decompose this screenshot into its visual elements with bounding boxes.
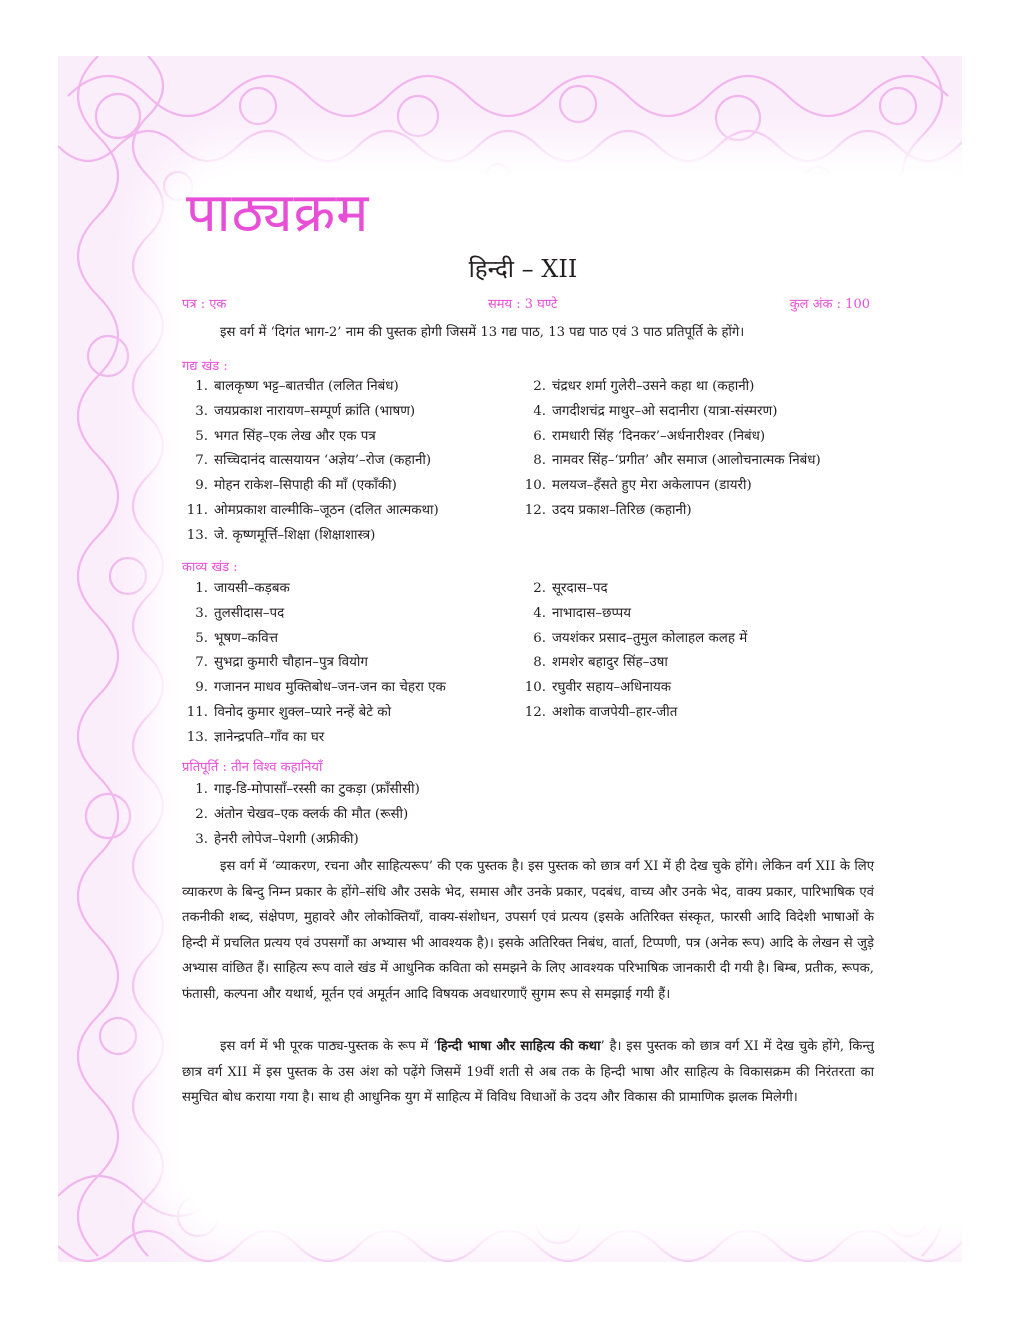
- item-text: अंतोन चेखव–एक क्लर्क की मौत (रूसी): [214, 806, 409, 822]
- item-number: 5.: [195, 428, 208, 444]
- list-item: [520, 627, 747, 652]
- item-text: विनोद कुमार शुक्ल–प्यारे नन्हें बेटे को: [214, 704, 392, 720]
- list-item: [520, 400, 821, 425]
- item-text: मलयज–हँसते हुए मेरा अकेलापन (डायरी): [552, 478, 752, 494]
- item-number: 6.: [533, 630, 546, 646]
- item-number: 5.: [195, 630, 208, 646]
- item-text: सूरदास–पद: [552, 581, 608, 596]
- intro-text: इस वर्ग में ‘दिगंत भाग-2’ नाम की पुस्तक होगी जिसमें 13 गद्य पाठ, 13 पद्य पाठ एवं 3 पाठ प्रतिपूर्ति के होंगे।: [220, 325, 745, 340]
- pratipurti-list: [182, 778, 420, 852]
- list-item: [182, 524, 439, 549]
- list-item: [520, 449, 821, 474]
- item-text: मोहन राकेश–सिपाही की माँ (एकाँकी): [214, 478, 397, 494]
- item-text: बालकृष्ण भट्ट–बातचीत (ललित निबंध): [214, 379, 399, 394]
- item-text: रघुवीर सहाय–अधिनायक: [552, 680, 672, 696]
- item-text: तुलसीदास–पद: [214, 605, 285, 621]
- item-text: चंद्रधर शर्मा गुलेरी–उसने कहा था (कहानी): [552, 379, 755, 394]
- subject-heading: हिन्दी – XII: [468, 255, 578, 283]
- time-info: समय : 3 घण्टे: [488, 297, 558, 312]
- p2-end: ’ है। इस पुस्तक को छात्र वर्ग XI में देख चुके होंगे, किन्तु छात्र वर्ग XII में इस पुस्तक के उस अंश को पढ़ेंगे जिसमें 19वीं शती से अब तक के हिन्दी भाषा और साहित्य के विकासक्रम की निरंतरता का समुचित बोध कराया गया है। साथ ही आधुनिक युग में साहित्य में विविध विधाओं के उदय और विकास की प्रामाणिक झलक मिलेगी।: [182, 1039, 874, 1106]
- item-text: नामवर सिंह–‘प्रगीत’ और समाज (आलोचनात्मक निबंध): [552, 453, 821, 469]
- list-item: [182, 499, 439, 524]
- list-item: [182, 828, 420, 853]
- item-text: गाइ-डि-मोपासाँ–रस्सी का टुकड़ा (फ्राँसीसी): [214, 782, 420, 797]
- item-number: 11.: [186, 502, 208, 518]
- item-number: 2.: [533, 379, 546, 394]
- pratipurti-heading: प्रतिपूर्ति : तीन विश्व कहानियाँ: [182, 760, 323, 775]
- item-number: 13.: [186, 729, 208, 745]
- page-title: पाठ्यक्रम: [186, 181, 370, 244]
- item-number: 8.: [533, 655, 546, 671]
- gadya-list-right: [520, 375, 821, 524]
- item-text: जयप्रकाश नारायण–सम्पूर्ण क्रांति (भाषण): [214, 403, 416, 419]
- marks-info: कुल अंक : 100: [789, 297, 870, 312]
- item-number: 2.: [195, 806, 208, 822]
- item-number: 3.: [195, 831, 208, 847]
- list-item: [182, 726, 446, 751]
- item-text: उदय प्रकाश–तिरिछ (कहानी): [552, 502, 692, 518]
- item-text: जायसी–कड़बक: [214, 581, 290, 596]
- list-item: [182, 651, 446, 676]
- item-text: ज्ञानेन्द्रपति–गाँव का घर: [214, 729, 325, 745]
- kavya-heading: काव्य खंड :: [182, 560, 238, 575]
- list-item: [520, 425, 821, 450]
- list-item: [182, 449, 439, 474]
- item-number: 11.: [186, 704, 208, 720]
- paragraph-supplementary: [182, 1034, 874, 1111]
- item-text: गजानन माधव मुक्तिबोध–जन-जन का चेहरा एक: [214, 680, 446, 696]
- item-text: जयशंकर प्रसाद–तुमुल कोलाहल कलह में: [552, 630, 748, 646]
- item-number: 1.: [195, 782, 208, 797]
- paper-info: पत्र : एक: [182, 297, 227, 312]
- item-number: 12.: [524, 502, 546, 518]
- item-text: भगत सिंह–एक लेख और एक पत्र: [214, 428, 376, 444]
- kavya-list-left: [182, 577, 446, 751]
- item-text: नाभादास–छप्पय: [552, 605, 631, 621]
- item-text: सुभद्रा कुमारी चौहान–पुत्र वियोग: [214, 655, 368, 671]
- list-item: [520, 676, 747, 701]
- list-item: [182, 400, 439, 425]
- item-text: जगदीशचंद्र माथुर–ओ सदानीरा (यात्रा-संस्मरण): [552, 403, 778, 419]
- item-number: 7.: [195, 453, 208, 469]
- list-item: [520, 375, 821, 400]
- list-item: [182, 474, 439, 499]
- item-text: सच्चिदानंद वात्सयायन ‘अज्ञेय’–रोज (कहानी): [214, 453, 432, 469]
- item-number: 1.: [195, 581, 208, 596]
- list-item: [182, 375, 439, 400]
- item-text: अशोक वाजपेयी–हार-जीत: [552, 704, 678, 720]
- item-number: 7.: [195, 655, 208, 671]
- item-text: शमशेर बहादुर सिंह–उषा: [552, 655, 668, 671]
- item-text: ओमप्रकाश वाल्मीकि–जूठन (दलित आत्मकथा): [214, 502, 439, 518]
- list-item: [520, 577, 747, 602]
- list-item: [182, 425, 439, 450]
- item-text: भूषण–कवित्त: [214, 630, 278, 646]
- item-number: 3.: [195, 605, 208, 621]
- item-number: 9.: [195, 680, 208, 696]
- item-text: रामधारी सिंह ‘दिनकर’–अर्धनारीश्वर (निबंध): [552, 428, 766, 444]
- list-item: [182, 803, 420, 828]
- item-number: 4.: [533, 605, 546, 621]
- list-item: [182, 577, 446, 602]
- paragraph-grammar: इस वर्ग में ‘व्याकरण, रचना और साहित्यरूप’ की एक पुस्तक है। इस पुस्तक को छात्र वर्ग XI में ही देख चुके होंगे। लेकिन वर्ग XII के लिए व्याकरण के बिन्दु निम्न प्रकार के होंगे–संधि और उसके भेद, समास और उनके प्रकार, पदबंध, वाच्य और उनके भेद, वाक्य प्रकार, पारिभाषिक एवं तकनीकी शब्द, संक्षेपण, मुहावरे और लोकोक्तियाँ, वाक्य-संशोधन, उपसर्ग एवं प्रत्यय (इसके अतिरिक्त संस्कृत, फारसी आदि विदेशी भाषाओं के हिन्दी में प्रचलित प्रत्यय एवं उपसर्गों का अभ्यास भी आवश्यक है)। इसके अतिरिक्त निबंध, वार्ता, टिप्पणी, पत्र (अनेक रूप) आदि के लेखन से जुड़े अभ्यास वांछित हैं। साहित्य रूप वाले खंड में आधुनिक कविता को समझने के लिए आवश्यक परिभाषिक जानकारी दी गयी है। बिम्ब, प्रतीक, रूपक, फंतासी, कल्पना और यथार्थ, मूर्तन एवं अमूर्तन आदि विषयक अवधारणाएँ सुगम रूप से समझाई गयी हैं।: [182, 859, 874, 1002]
- gadya-list-left: [182, 375, 439, 549]
- list-item: [182, 676, 446, 701]
- list-item: [520, 651, 747, 676]
- p2-start: इस वर्ग में भी पूरक पाठ्य-पुस्तक के रूप में ‘: [220, 1039, 438, 1054]
- list-item: [182, 701, 446, 726]
- item-text: जे. कृष्णमूर्त्ति–शिक्षा (शिक्षाशास्त्र): [214, 527, 376, 543]
- item-number: 1.: [195, 379, 208, 394]
- gadya-heading: गद्य खंड :: [182, 359, 228, 374]
- item-number: 9.: [195, 478, 208, 494]
- item-number: 10.: [524, 680, 546, 696]
- item-number: 8.: [533, 453, 546, 469]
- kavya-list-right: [520, 577, 747, 726]
- item-text: हेनरी लोपेज–पेशगी (अफ्रीकी): [214, 831, 359, 847]
- item-number: 3.: [195, 403, 208, 419]
- list-item: [182, 602, 446, 627]
- item-number: 10.: [524, 478, 546, 494]
- list-item: [520, 701, 747, 726]
- item-number: 12.: [524, 704, 546, 720]
- list-item: [182, 627, 446, 652]
- item-number: 4.: [533, 403, 546, 419]
- item-number: 2.: [533, 581, 546, 596]
- book-title: हिन्दी भाषा और साहित्य की कथा: [437, 1039, 601, 1054]
- list-item: [182, 778, 420, 803]
- item-number: 6.: [533, 428, 546, 444]
- item-number: 13.: [186, 527, 208, 543]
- list-item: [520, 499, 821, 524]
- list-item: [520, 474, 821, 499]
- list-item: [520, 602, 747, 627]
